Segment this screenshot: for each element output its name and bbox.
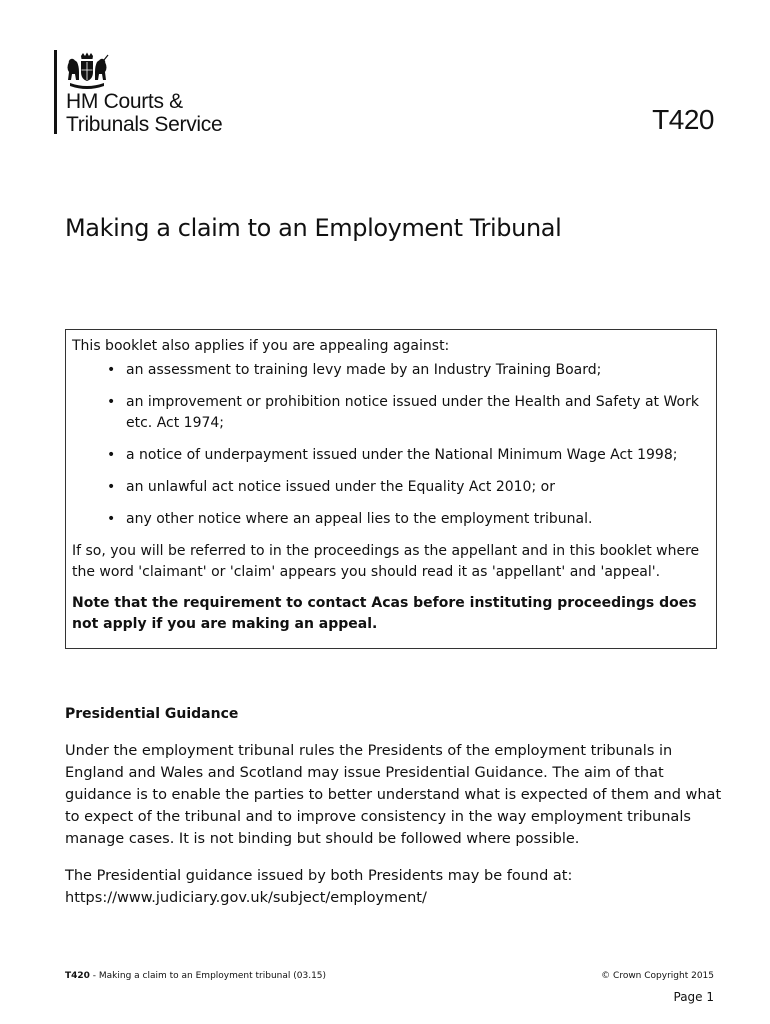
list-item-text: an assessment to training levy made by an Industry Training Board; [126, 362, 602, 378]
bullet-icon: • [107, 447, 116, 463]
list-item [72, 392, 710, 434]
list-item [72, 360, 710, 381]
page-number: Page 1 [673, 990, 714, 1004]
appeal-notice-box [65, 329, 717, 649]
logo-line-2: Tribunals Service [66, 113, 223, 136]
logo-wordmark [66, 90, 222, 136]
bullet-icon: • [107, 394, 116, 410]
list-item-text: an unlawful act notice issued under the Equality Act 2010; or [126, 479, 555, 495]
section-heading-presidential-guidance: Presidential Guidance [65, 706, 239, 722]
bullet-icon: • [107, 479, 116, 495]
guidance-link-paragraph [65, 865, 725, 909]
logo-line-1: HM Courts & [66, 90, 183, 113]
list-item-text: any other notice where an appeal lies to the employment tribunal. [126, 511, 593, 527]
guidance-url: https://www.judiciary.gov.uk/subject/employment/ [65, 890, 427, 906]
list-item [72, 477, 710, 498]
notice-referral: If so, you will be referred to in the proceedings as the appellant and in this booklet where the word 'claimant' or 'claim' appears you should read it as 'appellant' and 'appeal'. [72, 543, 700, 580]
appeal-types-list [72, 360, 710, 530]
footer-form-code: T420 [65, 971, 90, 981]
page-title: Making a claim to an Employment Tribunal [65, 214, 562, 242]
list-item-text: a notice of underpayment issued under the National Minimum Wage Act 1998; [126, 447, 678, 463]
guidance-paragraph: Under the employment tribunal rules the Presidents of the employment tribunals in England and Wales and Scotland may issue Presidential Guidance. The aim of that guidance is to enable the parties to better understand what is expected of them and what to expect of the tribunal and to improve consistency in the way employment tribunals manage cases. It is not binding but should be followed where possible. [65, 743, 722, 847]
footer-form-description: - Making a claim to an Employment tribunal (03.15) [89, 971, 327, 981]
bullet-icon: • [107, 362, 116, 378]
guidance-link-intro: The Presidential guidance issued by both Presidents may be found at: [65, 868, 573, 884]
bullet-icon: • [107, 511, 116, 527]
form-code: T420 [652, 104, 714, 135]
footer-form-reference [65, 971, 326, 981]
footer-copyright: © Crown Copyright 2015 [601, 971, 714, 981]
royal-coat-of-arms-icon [64, 52, 110, 90]
list-item [72, 445, 710, 466]
list-item [72, 509, 710, 530]
notice-intro: This booklet also applies if you are appealing against: [72, 338, 450, 354]
hmcts-logo [54, 50, 274, 136]
list-item-text: an improvement or prohibition notice issued under the Health and Safety at Work etc. Act 1974; [126, 394, 699, 431]
notice-acas-note: Note that the requirement to contact Acas before instituting proceedings does not apply if you are making an appeal. [72, 595, 697, 632]
logo-divider [54, 50, 57, 134]
